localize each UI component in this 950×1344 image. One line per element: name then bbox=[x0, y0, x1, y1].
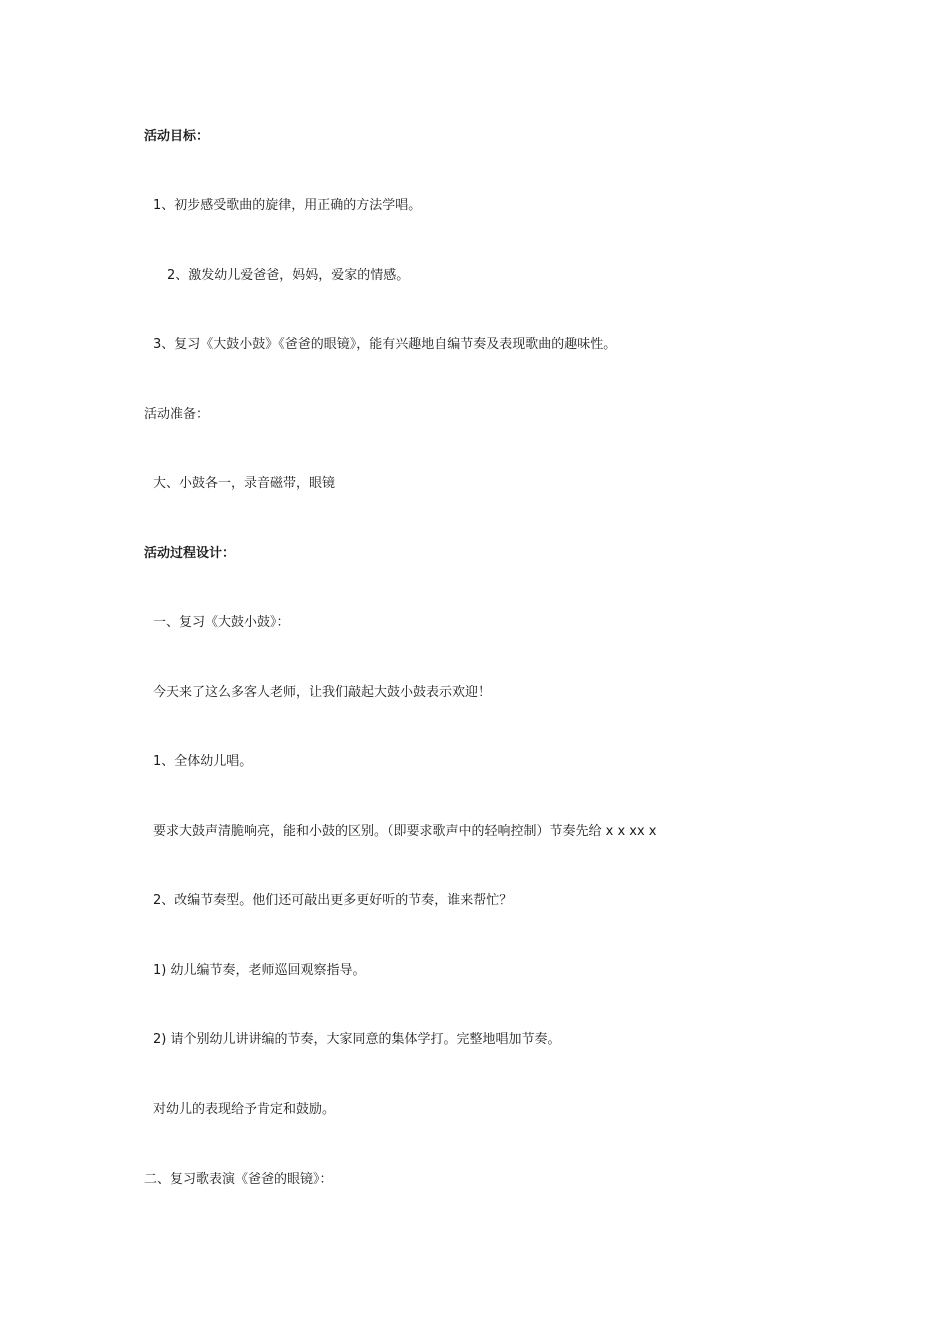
step-2-sub-b: 2) 请个别幼儿讲讲编的节奏，大家同意的集体学打。完整地唱加节奏。 bbox=[153, 1032, 561, 1047]
step-1: 1、全体幼儿唱。 bbox=[153, 754, 253, 769]
goal-item-3: 3、复习《大鼓小鼓》《爸爸的眼镜》，能有兴趣地自编节奏及表现歌曲的趣味性。 bbox=[153, 337, 617, 352]
prep-heading: 活动准备： bbox=[144, 407, 210, 422]
step-2: 2、改编节奏型。他们还可敲出更多更好听的节奏，谁来帮忙？ bbox=[153, 893, 513, 908]
process-heading: 活动过程设计： bbox=[144, 546, 236, 561]
goal-item-2: 2、激发幼儿爱爸爸，妈妈，爱家的情感。 bbox=[167, 268, 410, 283]
part-2-title: 二、复习歌表演《爸爸的眼镜》： bbox=[144, 1172, 333, 1187]
step-2-sub-a: 1) 幼儿编节奏，老师巡回观察指导。 bbox=[153, 963, 366, 978]
step-1-note: 要求大鼓声清脆响亮，能和小鼓的区别。（即要求歌声中的轻响控制）节奏先给 x x xx x bbox=[153, 824, 657, 839]
part-1-intro: 今天来了这么多客人老师，让我们敲起大鼓小鼓表示欢迎！ bbox=[153, 685, 492, 700]
prep-items: 大、小鼓各一，录音磁带，眼镜 bbox=[153, 476, 336, 491]
part-1-title: 一、复习《大鼓小鼓》： bbox=[153, 615, 290, 630]
goals-heading: 活动目标： bbox=[144, 129, 210, 144]
goal-item-1: 1、初步感受歌曲的旋律，用正确的方法学唱。 bbox=[153, 198, 422, 213]
step-2-note: 对幼儿的表现给予肯定和鼓励。 bbox=[153, 1102, 336, 1117]
